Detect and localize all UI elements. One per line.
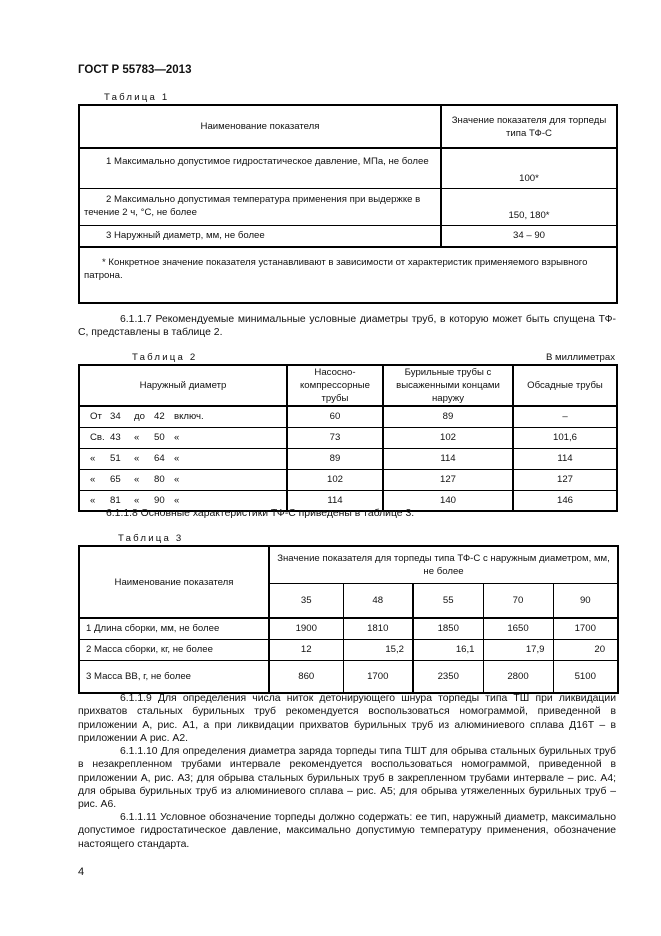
table3-value: 17,9: [483, 639, 553, 660]
table3-row-name: 3 Масса ВВ, г, не более: [79, 660, 269, 693]
range-sep: до: [134, 411, 145, 423]
range-to: 50: [154, 432, 165, 443]
paragraph-6-1-1-11: 6.1.1.11 Условное обозначение торпеды должно содержать: ее тип, наружный диаметр, максимально допустимое гидростатическое давление, максимально допустимую температуру применения, обозначение настоящего стандарта.: [78, 812, 616, 850]
table2-drill: 114: [383, 448, 513, 469]
table2-header-casing: Обсадные трубы: [513, 365, 617, 406]
table2-diameter-range: [79, 406, 287, 427]
table-row: [79, 660, 618, 693]
table2-diameter-range: [79, 469, 287, 490]
table3-diameter: 70: [483, 583, 553, 618]
table1-row-name: 2 Максимально допустимая температура применения при выдержке в течение 2 ч, °С, не более: [79, 188, 441, 225]
range-sep: «: [134, 474, 140, 485]
table3-header-name: Наименование показателя: [79, 546, 269, 618]
table2-casing: 146: [513, 490, 617, 511]
table-row: [79, 639, 618, 660]
table3-value: 1700: [553, 618, 618, 639]
table3-diameter: 55: [413, 583, 483, 618]
table3-caption: Таблица 3: [118, 533, 184, 544]
table3-value: 15,2: [343, 639, 413, 660]
range-from: 51: [110, 453, 121, 464]
table-row: [79, 618, 618, 639]
paragraph-6-1-1-10: 6.1.1.10 Для определения диаметра заряда торпеды типа ТШТ для обрыва стальных бурильных труб в незакрепленном трубами интервале рекомендуется воспользоваться номограммой, приведенной в приложении А, рис. А3; для обрыва стальных бурильных труб в закрепленном трубами интервале – рис. А4; для обрыва бурильных труб из алюминиевого сплава – рис. А5; для обрыва утяжеленных бурильных труб – рис. А6.: [78, 746, 616, 811]
table-row: [79, 188, 617, 225]
table-row: [79, 148, 617, 188]
table2-nkt: 89: [287, 448, 383, 469]
table-row: [79, 427, 617, 448]
table-row: [79, 469, 617, 490]
table3-row-name: 2 Масса сборки, кг, не более: [79, 639, 269, 660]
range-sep: «: [134, 453, 140, 464]
table1-row-value: 100*: [441, 148, 617, 188]
table3-value: 5100: [553, 660, 618, 693]
table3-value: 1850: [413, 618, 483, 639]
table2-caption: Таблица 2: [132, 352, 198, 363]
table3-value: 1810: [343, 618, 413, 639]
range-suffix: «: [174, 453, 180, 464]
range-to: 90: [154, 494, 165, 506]
range-prefix: «: [90, 474, 96, 485]
table1-row-value: 150, 180*: [441, 188, 617, 225]
table3-row-name: 1 Длина сборки, мм, не более: [79, 618, 269, 639]
range-from: 34: [110, 411, 121, 423]
table1-row-name: 3 Наружный диаметр, мм, не более: [79, 225, 441, 247]
table3-value: 1900: [269, 618, 343, 639]
table3-diameter: 35: [269, 583, 343, 618]
range-from: 65: [110, 474, 121, 485]
table1-caption: Таблица 1: [104, 92, 170, 103]
table3-value: 1700: [343, 660, 413, 693]
table3-value: 2800: [483, 660, 553, 693]
table3-value: 16,1: [413, 639, 483, 660]
table2-nkt: 60: [287, 406, 383, 427]
table1: [78, 104, 618, 304]
range-suffix: «: [174, 494, 180, 506]
table3-value: 12: [269, 639, 343, 660]
table1-header-name: Наименование показателя: [79, 105, 441, 148]
table1-footnote: * Конкретное значение показателя устанавливают в зависимости от характеристик применяемого взрывного патрона.: [79, 247, 617, 303]
page-number: 4: [78, 866, 85, 878]
range-to: 42: [154, 411, 165, 423]
range-prefix: «: [90, 453, 96, 464]
range-from: 81: [110, 494, 121, 506]
document-title: ГОСТ Р 55783—2013: [78, 64, 192, 76]
range-suffix: «: [174, 474, 180, 485]
table1-row-name: 1 Максимально допустимое гидростатическое давление, МПа, не более: [79, 148, 441, 188]
range-prefix: «: [90, 494, 96, 506]
table2-diameter-range: [79, 448, 287, 469]
table3-value: 1650: [483, 618, 553, 639]
table1-header-value: Значение показателя для торпеды типа ТФ-С: [441, 105, 617, 148]
table3-value: 860: [269, 660, 343, 693]
table-row: [79, 406, 617, 427]
range-to: 64: [154, 453, 165, 464]
table2-units: В миллиметрах: [545, 352, 615, 363]
range-from: 43: [110, 432, 121, 443]
table-row: [79, 225, 617, 247]
table2-drill: 89: [383, 406, 513, 427]
paragraph-6-1-1-8: 6.1.1.8 Основные характеристики ТФ-С приведены в таблице 3.: [106, 508, 415, 519]
table3: [78, 545, 619, 694]
table2-header-nkt: Насосно-компрессорные трубы: [287, 365, 383, 406]
table2-casing: 101,6: [513, 427, 617, 448]
table3-header-group: Значение показателя для торпеды типа ТФ-С с наружным диаметром, мм, не более: [269, 546, 618, 583]
table3-value: 20: [553, 639, 618, 660]
table3-value: 2350: [413, 660, 483, 693]
range-prefix: От: [90, 411, 102, 423]
range-sep: «: [134, 432, 140, 443]
table2-nkt: 114: [287, 490, 383, 511]
table2-header-drill: Бурильные трубы с высаженными концами наружу: [383, 365, 513, 406]
table2-drill: 140: [383, 490, 513, 511]
range-prefix: Св.: [90, 432, 105, 443]
paragraph-6-1-1-7: 6.1.1.7 Рекомендуемые минимальные условные диаметры труб, в которую может быть спущена ТФ-С, представлены в таблице 2.: [78, 314, 616, 339]
range-suffix: «: [174, 432, 180, 443]
range-suffix: включ.: [174, 411, 204, 423]
table2-casing: 114: [513, 448, 617, 469]
table2-diameter-range: [79, 427, 287, 448]
table2: [78, 364, 618, 512]
range-sep: «: [134, 494, 140, 506]
table3-diameter: 90: [553, 583, 618, 618]
paragraph-6-1-1-9: 6.1.1.9 Для определения числа ниток детонирующего шнура торпеды типа ТШ при ликвидации прихватов стальных бурильных труб рекомендуется воспользоваться номограммой, приведенной в приложении А, рис. А1, а при ликвидации прихватов бурильных труб из алюминиевого сплава Д16Т – в приложении А рис. А2.: [78, 693, 616, 744]
table2-casing: 127: [513, 469, 617, 490]
table2-nkt: 73: [287, 427, 383, 448]
table2-casing: –: [513, 406, 617, 427]
table2-header-diameter: Наружный диаметр: [79, 365, 287, 406]
table1-row-value: 34 – 90: [441, 225, 617, 247]
table-row: [79, 448, 617, 469]
table2-nkt: 102: [287, 469, 383, 490]
table2-drill: 102: [383, 427, 513, 448]
table2-drill: 127: [383, 469, 513, 490]
table3-diameter: 48: [343, 583, 413, 618]
range-to: 80: [154, 474, 165, 485]
